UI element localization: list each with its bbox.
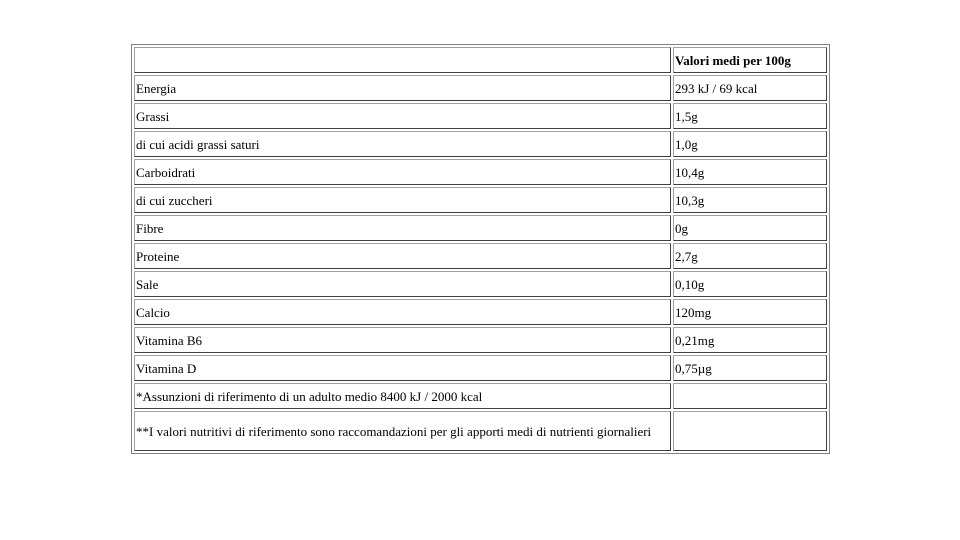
table-row xyxy=(134,75,827,101)
nutrient-value: 0,21mg xyxy=(673,327,827,353)
header-value-cell: Valori medi per 100g xyxy=(673,47,827,73)
nutrient-label: Carboidrati xyxy=(134,159,671,185)
table-row xyxy=(134,327,827,353)
footnote-value xyxy=(673,411,827,451)
footnote-text: *Assunzioni di riferimento di un adulto medio 8400 kJ / 2000 kcal xyxy=(134,383,671,409)
footnote-row xyxy=(134,383,827,409)
nutrient-value: 0g xyxy=(673,215,827,241)
nutrient-label: di cui zuccheri xyxy=(134,187,671,213)
nutrient-label: Proteine xyxy=(134,243,671,269)
nutrient-label: Sale xyxy=(134,271,671,297)
table-row xyxy=(134,187,827,213)
table-row xyxy=(134,131,827,157)
nutrient-label: Vitamina B6 xyxy=(134,327,671,353)
nutrient-label: Grassi xyxy=(134,103,671,129)
table-row xyxy=(134,243,827,269)
footnote-row xyxy=(134,411,827,451)
nutrient-label: Vitamina D xyxy=(134,355,671,381)
nutrient-value: 10,3g xyxy=(673,187,827,213)
nutrient-value: 1,0g xyxy=(673,131,827,157)
nutrient-value: 2,7g xyxy=(673,243,827,269)
nutrient-value: 293 kJ / 69 kcal xyxy=(673,75,827,101)
table-header-row xyxy=(134,47,827,73)
table-row xyxy=(134,271,827,297)
nutrient-label: di cui acidi grassi saturi xyxy=(134,131,671,157)
nutrient-value: 10,4g xyxy=(673,159,827,185)
nutrition-table xyxy=(131,44,830,454)
nutrient-label: Calcio xyxy=(134,299,671,325)
footnote-text: **I valori nutritivi di riferimento sono raccomandazioni per gli apporti medi di nutrienti giornalieri xyxy=(134,411,671,451)
nutrient-label: Energia xyxy=(134,75,671,101)
nutrient-value: 120mg xyxy=(673,299,827,325)
header-label-cell xyxy=(134,47,671,73)
nutrient-value: 1,5g xyxy=(673,103,827,129)
table-row xyxy=(134,215,827,241)
nutrient-value: 0,75µg xyxy=(673,355,827,381)
table-row xyxy=(134,355,827,381)
table-row xyxy=(134,299,827,325)
nutrient-label: Fibre xyxy=(134,215,671,241)
nutrient-value: 0,10g xyxy=(673,271,827,297)
table-row xyxy=(134,159,827,185)
footnote-value xyxy=(673,383,827,409)
table-row xyxy=(134,103,827,129)
